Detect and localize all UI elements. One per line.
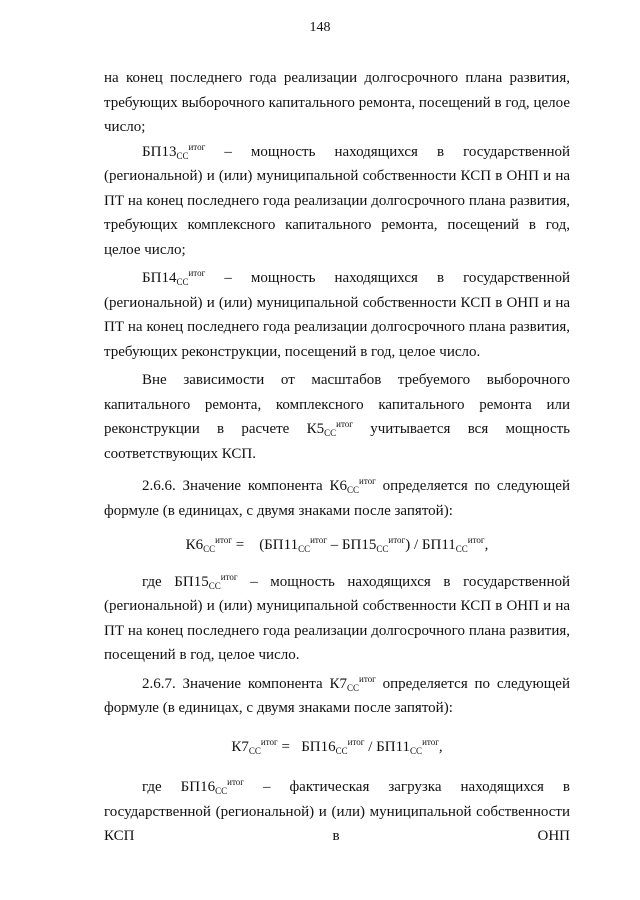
document-body: [104, 66, 570, 849]
definition-bp14-text: – мощность находящихся в государственной (региональной) и (или) муниципальной собственности КСП в ОНП и на ПТ на конец последнего года реализации долгосрочного плана развития, требующих реконструкции, посещений в год, целое число.: [104, 270, 570, 360]
formula-k6: $К6_{СС}^{итог}$ = $(БП11_{СС}^{итог} - БП15_{СС}^{итог}) / БП11_{СС}^{итог}$,: [185, 535, 489, 554]
page-number: 148: [309, 20, 331, 35]
definition-bp15: где $БП15_{СС}^{итог}$ – мощность находящихся в государственной (региональной) и (или) муниципальной собственности КСП в ОНП и на ПТ на конец последнего года реализации долгосрочного плана развития, посещений в год, целое число.: [104, 571, 571, 663]
term-bp13: БП13: [142, 143, 177, 160]
term-bp14: БП14: [142, 270, 177, 286]
formula-k7: $К7_{СС}^{итог} = БП16_{СС}^{итог} / БП11_{СС}^{итог}$,: [231, 736, 443, 756]
definition-bp14: $БП14_{СС}^{итог}$ – мощность находящихся в государственной (региональной) и (или) муниципальной собственности КСП в ОНП и на ПТ на конец последнего года реализации долгосрочного плана развития, требующих реконструкции, посещений в год, целое число.: [104, 268, 570, 360]
definition-bp13-text: – мощность находящихся в государственной (региональной) и (или) муниципальной собственности КСП в ОНП и на ПТ на конец последнего года реализации долгосрочного плана развития, требующих комплексного капитального ремонта, посещений в год, целое число;: [104, 143, 570, 258]
definition-bp16: где $БП16_{СС}^{итог}$ – фактическая загрузка находящихся в государственной (региональной) и (или) муниципальной собственности КСП в ОНП: [104, 777, 570, 844]
section-2-6-7: 2.6.7. Значение компонента $К7_{СС}^{итог}$ определяется по следующей формуле (в единицах, с двумя знаками после запятой):: [104, 673, 570, 716]
definition-bp13: $БП13_{СС}^{итог}$ – мощность находящихся в государственной (региональной) и (или) муниципальной собственности КСП в ОНП и на ПТ на конец последнего года реализации долгосрочного плана развития, требующих комплексного капитального ремонта, посещений в год, целое число;: [104, 141, 570, 258]
paragraph-continuation: на конец последнего года реализации долгосрочного плана развития, требующих выборочного капитального ремонта, посещений в год, целое число;: [104, 70, 570, 135]
paragraph-k5-note: Вне зависимости от масштабов требуемого выборочного капитального ремонта, комплексного капитального ремонта или реконструкции в расчете $К5_{СС}^{итог}$ учитывается вся мощность соответствующих КСП.: [104, 372, 571, 462]
section-2-6-6: 2.6.6. Значение компонента $К6_{СС}^{итог}$ определяется по следующей формуле (в единицах, с двумя знаками после запятой):: [104, 476, 570, 519]
